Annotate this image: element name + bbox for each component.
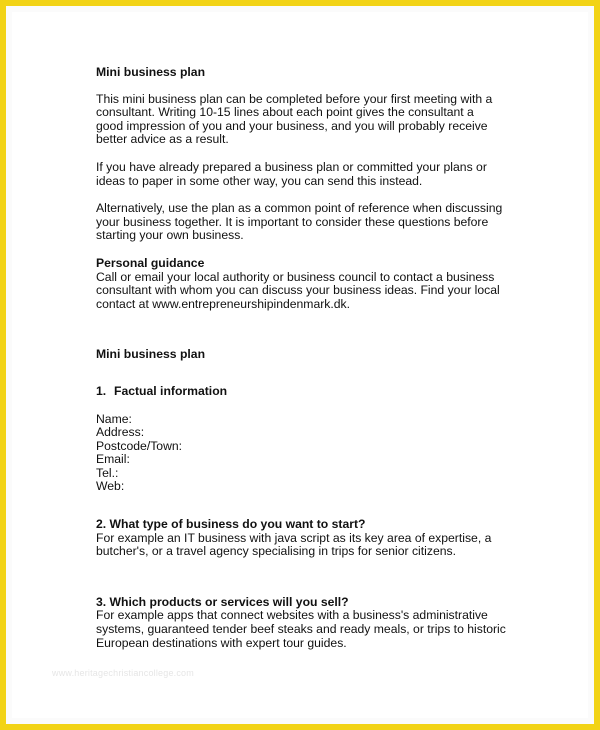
products-services-section [96,596,516,650]
business-type-line: For example an IT business with java script as its key area of expertise, a [96,530,492,545]
field-postcode-label: Postcode/Town: [96,438,183,453]
intro-line: consultant. Writing 10-15 lines about each point gives the consultant a [96,105,474,120]
personal-guidance-section [96,257,516,311]
alternatively-line: Alternatively, use the plan as a common point of reference when discussing [96,201,503,216]
document-page [12,12,588,718]
products-services-heading: 3. Which products or services will you sell? [96,594,349,609]
field-address-label: Address: [96,425,145,440]
section-number: 1. [96,383,107,398]
field-web-label: Web: [96,479,125,494]
alternatively-paragraph [96,202,516,243]
factual-information-heading [96,385,516,399]
field-email-label: Email: [96,452,130,467]
intro-line: better advice as a result. [96,132,229,147]
guidance-line: consultant with whom you can discuss your business ideas. Find your local [96,283,500,298]
products-services-line: European destinations with expert tour guides. [96,635,347,650]
intro-paragraph [96,93,516,147]
prepared-line: If you have already prepared a business plan or committed your plans or [96,159,487,174]
business-type-heading: 2. What type of business do you want to start? [96,517,366,532]
products-services-line: systems, guaranteed tender beef steaks and ready meals, or trips to historic [96,622,506,637]
business-type-section [96,518,516,559]
alternatively-line: starting your own business. [96,228,244,243]
guidance-line: contact at www.entrepreneurshipindenmark.dk. [96,296,351,311]
section-heading-text: Factual information [114,383,228,398]
intro-line: This mini business plan can be completed before your first meeting with a [96,91,493,106]
prepared-line: ideas to paper in some other way, you can send this instead. [96,173,423,188]
personal-guidance-heading: Personal guidance [96,255,205,270]
business-type-line: butcher's, or a travel agency specialising in trips for senior citizens. [96,544,456,559]
intro-line: good impression of you and your business, and you will probably receive [96,118,488,133]
field-name-label: Name: [96,411,132,426]
field-tel-label: Tel.: [96,465,119,480]
document-title: Mini business plan [96,65,206,79]
plan-title: Mini business plan [96,347,206,362]
factual-information-section [96,385,516,494]
products-services-line: For example apps that connect websites with a business's administrative [96,608,488,623]
prepared-paragraph [96,161,516,188]
watermark-text: www.heritagechristiancollege.com [52,668,194,678]
alternatively-line: your business together. It is important to consider these questions before [96,214,489,229]
guidance-line: Call or email your local authority or business council to contact a business [96,269,495,284]
document-content [96,66,516,650]
